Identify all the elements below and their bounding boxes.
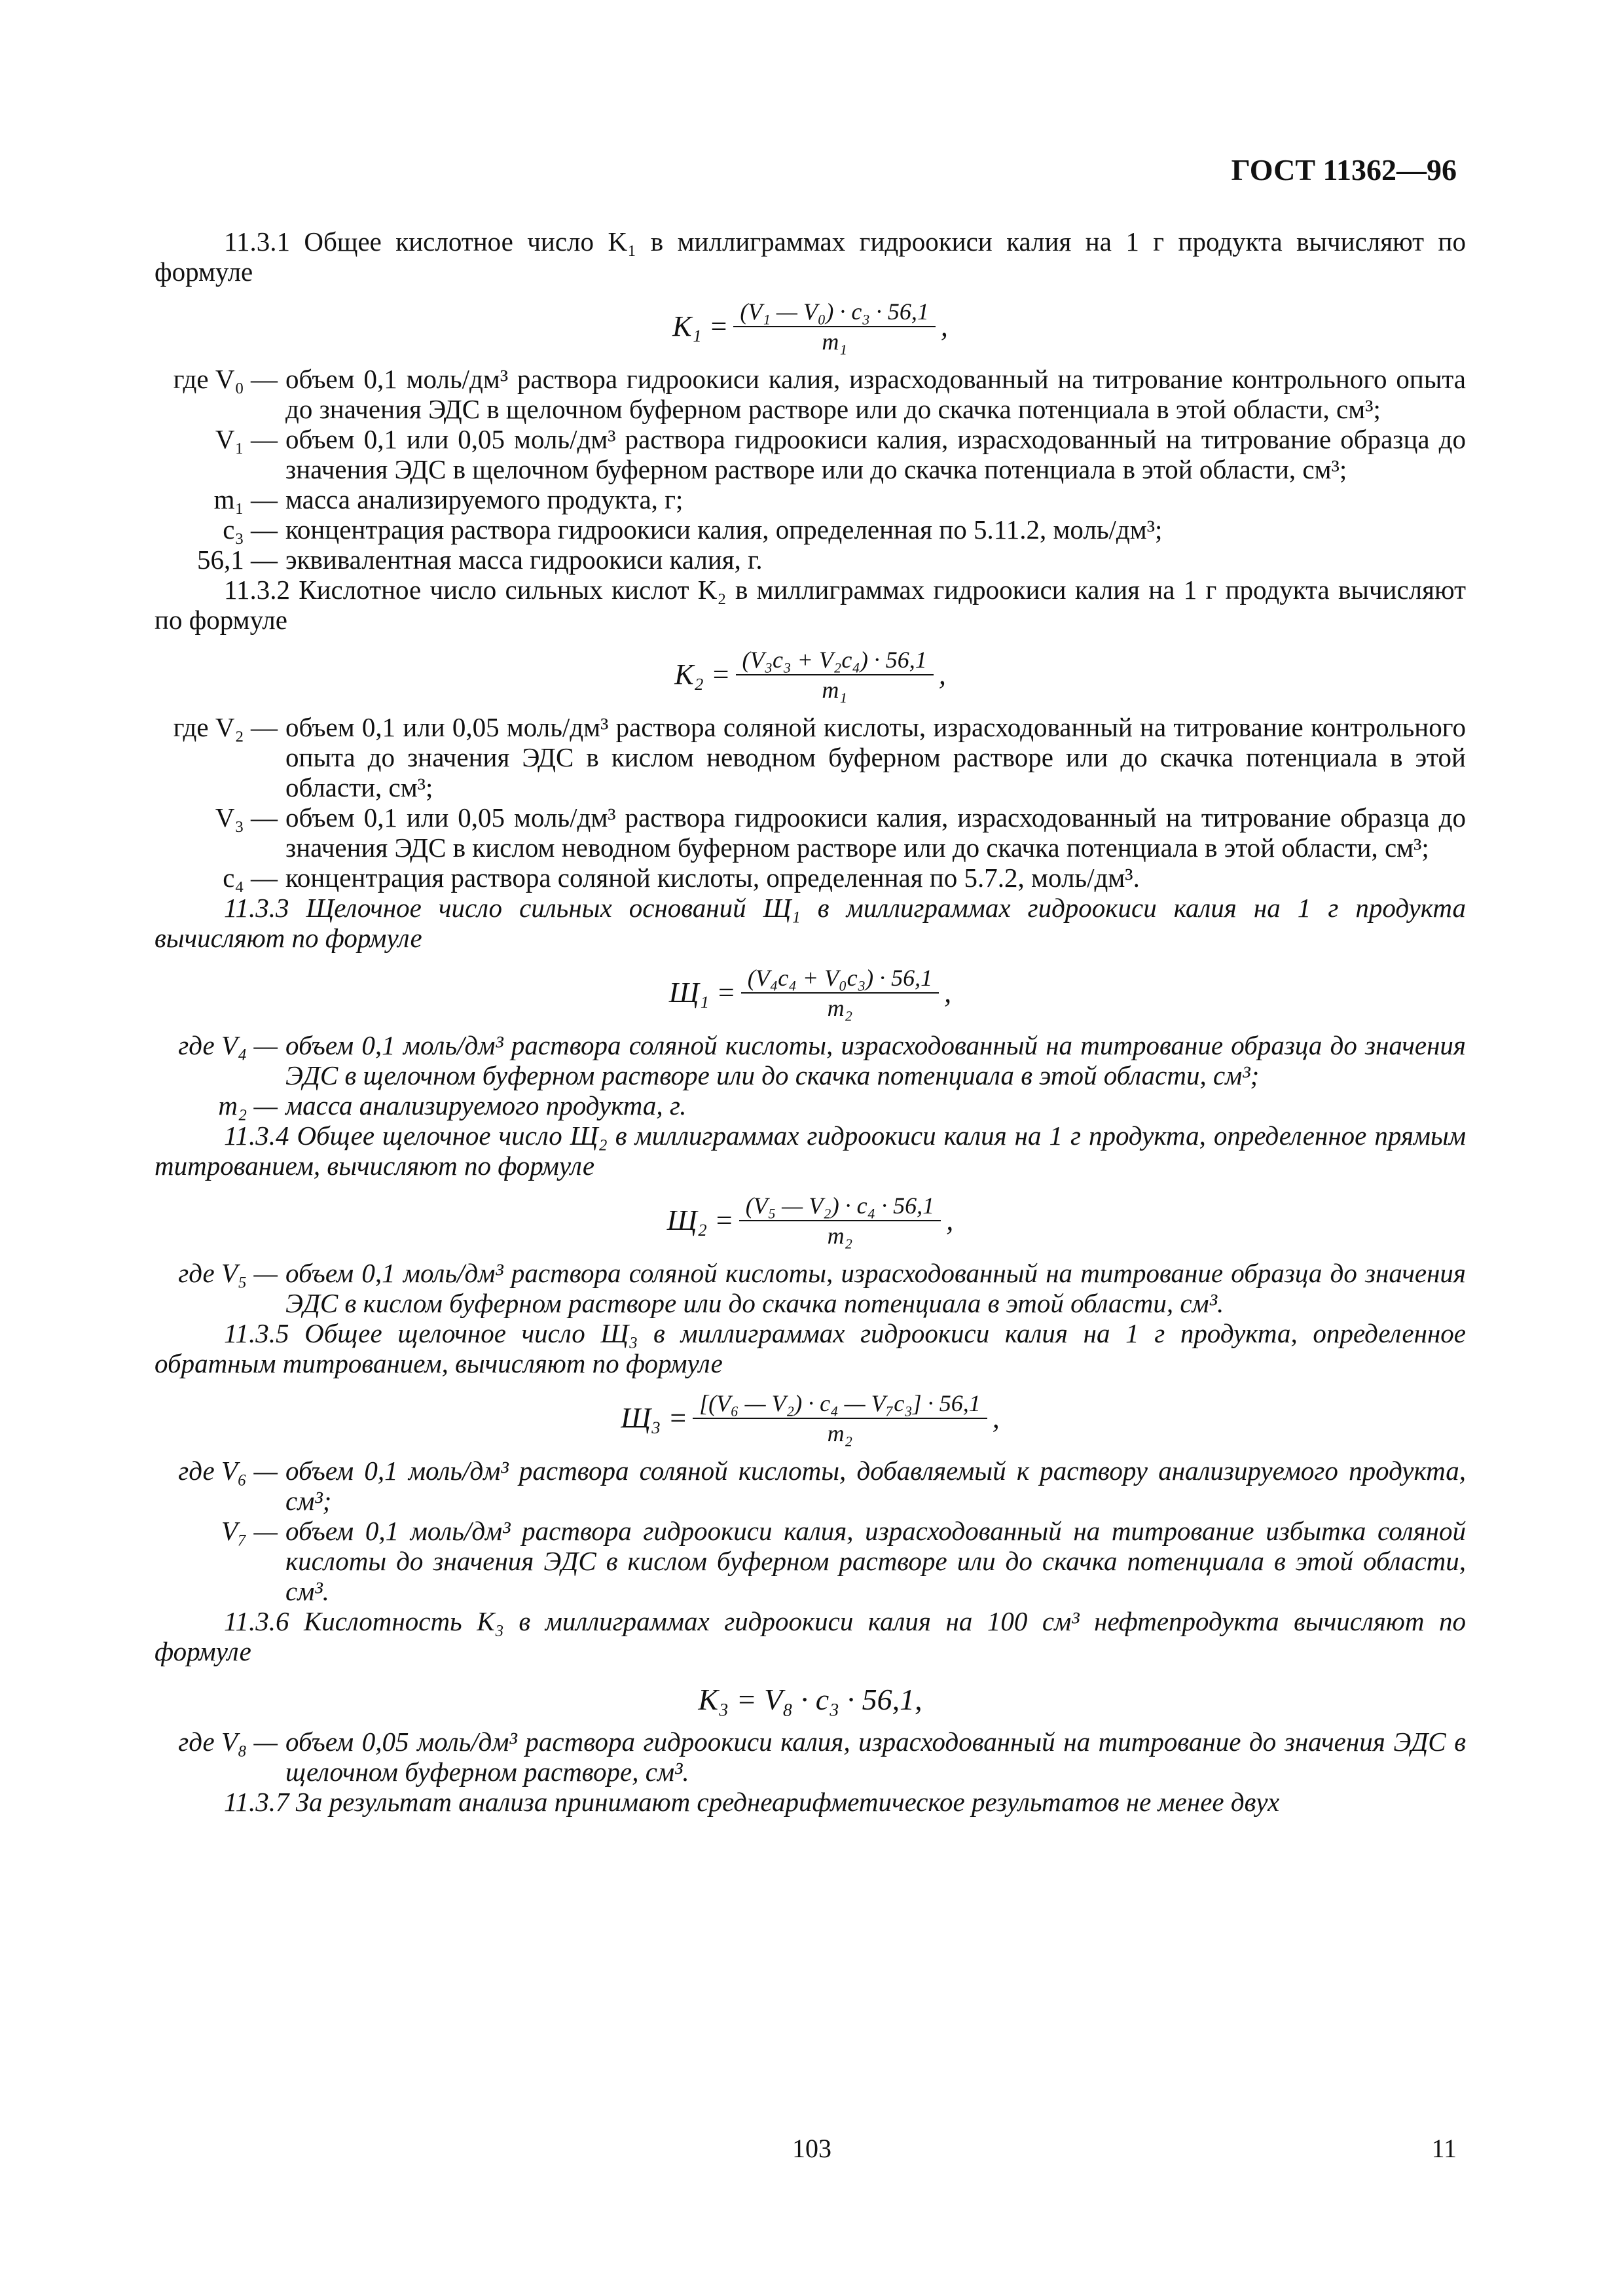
formula-k2 xyxy=(155,647,1466,703)
page-number-center: 103 xyxy=(792,2134,831,2163)
definition-text: объем 0,1 моль/дм³ раствора соляной кислоты, добавляемый к раствору анализируемого продукта, см³; xyxy=(285,1456,1466,1516)
section-11-3-1-intro: 11.3.1 Общее кислотное число K₁ в миллиграммах гидроокиси калия на 1 г продукта вычисляют по формуле xyxy=(155,226,1466,287)
definition-symbol: m₂ — xyxy=(218,1090,278,1121)
formula-tail: , xyxy=(944,977,952,1009)
definition-item xyxy=(155,1727,1466,1787)
definitions-list xyxy=(155,1727,1466,1787)
section-11-3-6 xyxy=(155,1606,1466,1787)
definition-text: концентрация раствора гидроокиси калия, определенная по 5.11.2, моль/дм³; xyxy=(285,514,1163,545)
formula-numerator: (V₃c₃ + V₂c₄) · 56,1 xyxy=(736,647,934,675)
formula-numerator: [(V₆ — V₂) · c₄ — V₇c₃] · 56,1 xyxy=(693,1390,987,1419)
definition-text: масса анализируемого продукта, г. xyxy=(285,1090,687,1121)
definition-symbol: m₁ — xyxy=(213,484,278,514)
section-11-3-7 xyxy=(155,1787,1466,1817)
standard-header: ГОСТ 11362—96 xyxy=(1231,153,1457,187)
definition-item xyxy=(155,545,1466,575)
definition-item xyxy=(155,514,1466,545)
formula-fraction xyxy=(741,965,939,1021)
document-body xyxy=(155,226,1466,1817)
formula-denominator: m₂ xyxy=(827,995,853,1021)
definition-text: объем 0,05 моль/дм³ раствора гидроокиси калия, израсходованный на титрование до значения ЭДС в щелочном буферном растворе, см³. xyxy=(285,1727,1466,1787)
formula-lhs: Щ₁ = xyxy=(668,977,736,1009)
section-11-3-2-intro: 11.3.2 Кислотное число сильных кислот K₂ в миллиграммах гидроокиси калия на 1 г продукта вычисляют по формуле xyxy=(155,575,1466,635)
formula-tail: , xyxy=(946,1204,954,1236)
formula-denominator: m₂ xyxy=(827,1223,853,1249)
formula-fraction xyxy=(693,1390,987,1446)
definition-symbol: где V₆ — xyxy=(178,1456,278,1486)
definition-symbol: c₄ — xyxy=(223,863,278,893)
formula-denominator: m₂ xyxy=(827,1420,853,1446)
definitions-list xyxy=(155,712,1466,893)
definitions-list xyxy=(155,364,1466,575)
section-11-3-7-intro: 11.3.7 За результат анализа принимают среднеарифметическое результатов не менее двух xyxy=(224,1787,1280,1817)
formula-k1 xyxy=(155,298,1466,355)
definition-symbol: V₇ — xyxy=(221,1516,278,1546)
section-11-3-5 xyxy=(155,1318,1466,1606)
definition-item xyxy=(155,484,1466,514)
definitions-list xyxy=(155,1456,1466,1606)
definition-text: объем 0,1 моль/дм³ раствора гидроокиси калия, израсходованный на титрование избытка соляной кислоты до значения ЭДС в кислом буферном растворе или до скачка потенциала в этой области, см³. xyxy=(285,1516,1466,1606)
definition-item xyxy=(155,1030,1466,1090)
formula-sch1 xyxy=(155,965,1466,1021)
definition-symbol: где V₂ — xyxy=(173,712,278,742)
section-11-3-5-intro: 11.3.5 Общее щелочное число Щ₃ в миллиграммах гидроокиси калия на 1 г продукта, определенное обратным титрованием, вычисляют по формуле xyxy=(155,1318,1466,1378)
definition-text: эквивалентная масса гидроокиси калия, г. xyxy=(285,545,763,575)
formula-fraction xyxy=(736,647,934,703)
definition-symbol: V₁ — xyxy=(215,424,278,454)
definition-item xyxy=(155,1258,1466,1318)
formula-tail: , xyxy=(938,658,946,691)
definition-symbol: где V₈ — xyxy=(178,1727,278,1757)
definition-item xyxy=(155,712,1466,802)
formula-lhs: K₂ = xyxy=(674,658,731,691)
formula-lhs: Щ₃ = xyxy=(621,1402,688,1434)
definitions-list xyxy=(155,1030,1466,1121)
formula-lhs: K₁ = xyxy=(672,310,729,342)
definition-text: объем 0,1 или 0,05 моль/дм³ раствора соляной кислоты, израсходованный на титрование контрольного опыта до значения ЭДС в кислом неводном буферном растворе или до скачка потенциала в этой области, см³; xyxy=(285,712,1466,802)
definition-item xyxy=(155,1456,1466,1516)
section-11-3-3-intro: 11.3.3 Щелочное число сильных оснований Щ₁ в миллиграммах гидроокиси калия на 1 г продукта вычисляют по формуле xyxy=(155,893,1466,953)
definition-symbol: c₃ — xyxy=(223,514,278,545)
definition-text: масса анализируемого продукта, г; xyxy=(285,484,684,514)
formula-numerator: (V₄c₄ + V₀c₃) · 56,1 xyxy=(741,965,939,994)
section-11-3-6-intro: 11.3.6 Кислотность K₃ в миллиграммах гидроокиси калия на 100 см³ нефтепродукта вычисляют по формуле xyxy=(155,1606,1466,1666)
formula-fraction xyxy=(733,298,936,355)
definition-symbol: 56,1 — xyxy=(197,545,278,575)
definition-text: объем 0,1 моль/дм³ раствора гидроокиси калия, израсходованный на титрование контрольного опыта до значения ЭДС в щелочном буферном растворе или до скачка потенциала в этой области, см³; xyxy=(285,364,1466,424)
definitions-list xyxy=(155,1258,1466,1318)
formula-k3: K₃ = V₈ · c₃ · 56,1, xyxy=(698,1683,922,1716)
definition-text: объем 0,1 или 0,05 моль/дм³ раствора гидроокиси калия, израсходованный на титрование образца до значения ЭДС в щелочном буферном растворе или до скачка потенциала в этой области, см³; xyxy=(285,424,1466,484)
page-number-right: 11 xyxy=(1431,2134,1457,2163)
definition-symbol: где V₄ — xyxy=(178,1030,278,1060)
formula-tail: , xyxy=(992,1402,1000,1434)
formula-lhs: Щ₂ = xyxy=(666,1204,734,1236)
definition-item xyxy=(155,364,1466,424)
definition-item xyxy=(155,802,1466,863)
definition-item xyxy=(155,424,1466,484)
formula-sch2 xyxy=(155,1193,1466,1249)
formula-numerator: (V₅ — V₂) · c₄ · 56,1 xyxy=(739,1193,941,1221)
formula-fraction xyxy=(739,1193,941,1249)
definition-symbol: где V₀ — xyxy=(173,364,278,394)
formula-denominator: m₁ xyxy=(822,677,847,703)
definition-text: концентрация раствора соляной кислоты, определенная по 5.7.2, моль/дм³. xyxy=(285,863,1140,893)
formula-sch3 xyxy=(155,1390,1466,1446)
definition-symbol: V₃ — xyxy=(215,802,278,833)
section-11-3-4-intro: 11.3.4 Общее щелочное число Щ₂ в миллиграммах гидроокиси калия на 1 г продукта, определенное прямым титрованием, вычисляют по формуле xyxy=(155,1121,1466,1181)
formula-tail: , xyxy=(940,310,948,342)
definition-text: объем 0,1 или 0,05 моль/дм³ раствора гидроокиси калия, израсходованный на титрование образца до значения ЭДС в кислом неводном буферном растворе или до скачка потенциала в этой области, см³; xyxy=(285,802,1466,863)
definition-item xyxy=(155,1516,1466,1606)
formula-numerator: (V₁ — V₀) · c₃ · 56,1 xyxy=(733,298,936,327)
definition-item xyxy=(155,863,1466,893)
definition-item xyxy=(155,1090,1466,1121)
section-11-3-3 xyxy=(155,893,1466,1121)
formula-denominator: m₁ xyxy=(822,329,847,355)
definition-text: объем 0,1 моль/дм³ раствора соляной кислоты, израсходованный на титрование образца до значения ЭДС в кислом буферном растворе или до скачка потенциала в этой области, см³. xyxy=(285,1258,1466,1318)
definition-text: объем 0,1 моль/дм³ раствора соляной кислоты, израсходованный на титрование образца до значения ЭДС в щелочном буферном растворе или до скачка потенциала в этой области, см³; xyxy=(285,1030,1466,1090)
definition-symbol: где V₅ — xyxy=(178,1258,278,1288)
section-11-3-4 xyxy=(155,1121,1466,1318)
